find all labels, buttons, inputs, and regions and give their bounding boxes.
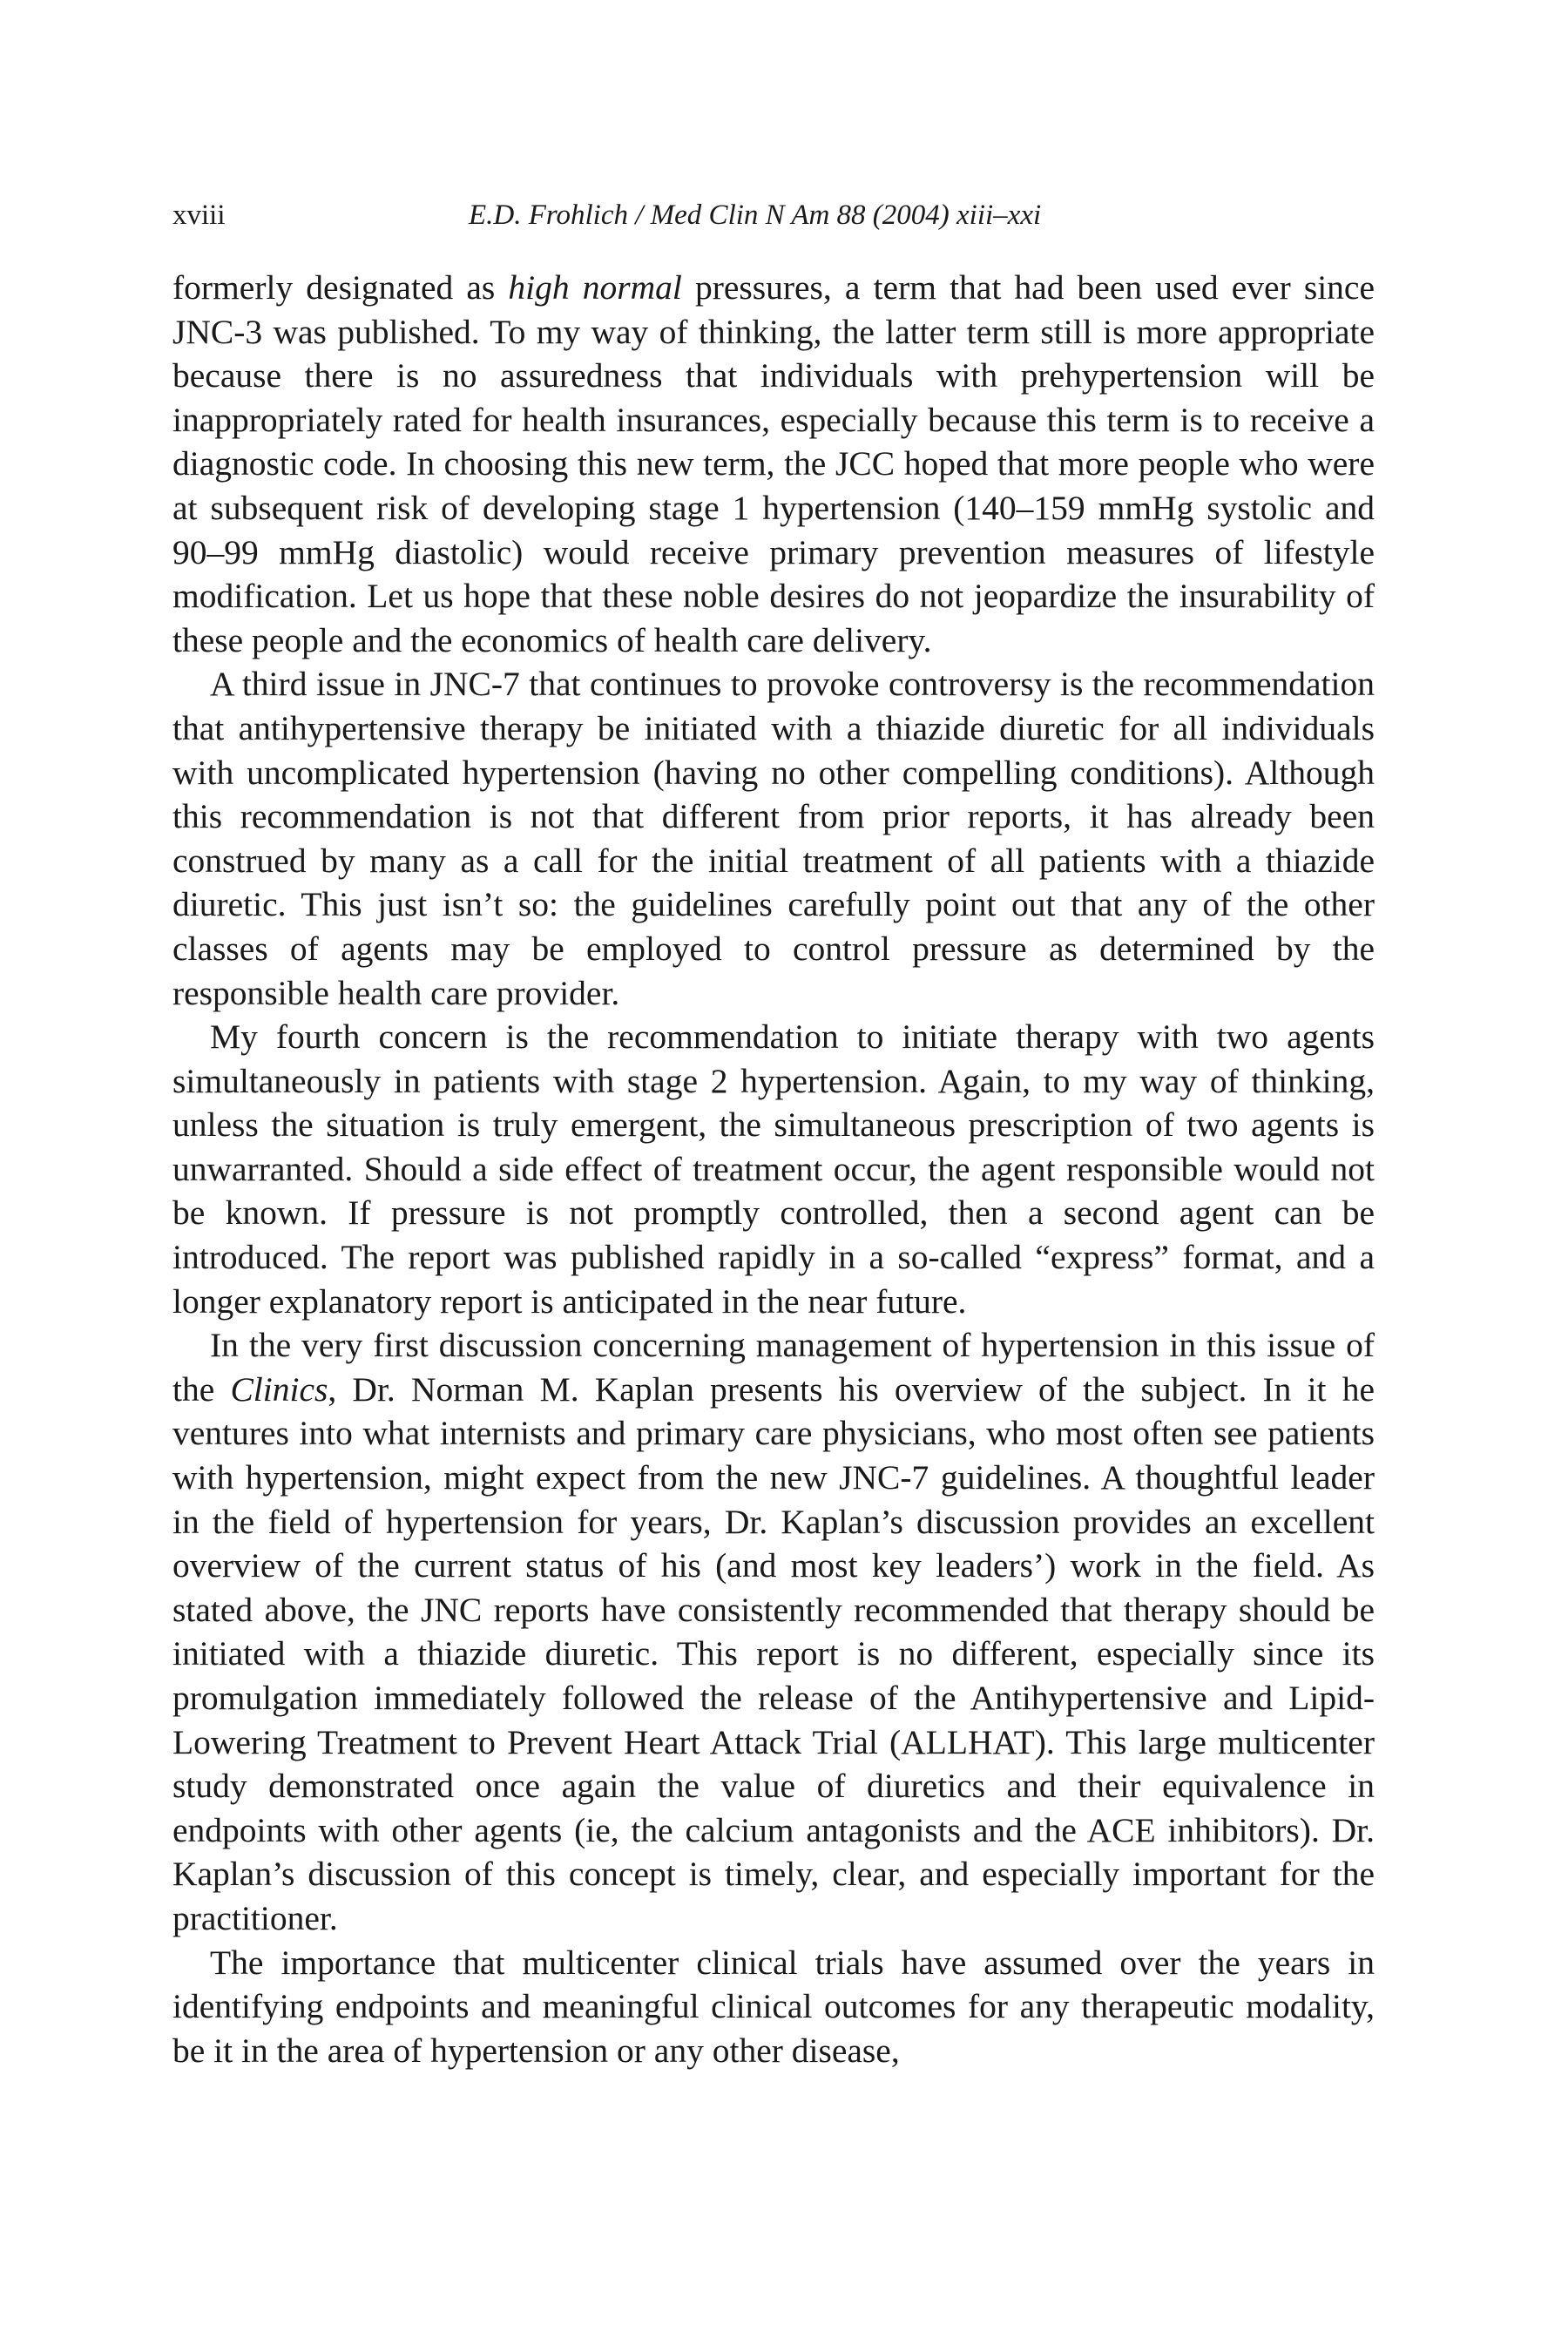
paragraph-1-rest: pressures, a term that had been used ever since JNC-3 was published. To my way of thinking, the latter term still is more appropriate because there is no assuredness that individuals with prehypertension will be inappropriately rated for health insurances, especially because this term is to receive a diagnostic code. In choosing this new term, the JCC hoped that more people who were at subsequent risk of developing stage 1 hypertension (140–159 mmHg systolic and 90–99 mmHg diastolic) would receive primary prevention measures of lifestyle modification. Let us hope that these noble desires do not jeopardize the insurability of these people and the economics of health care delivery. — [172, 268, 1375, 659]
paragraph-1 — [172, 266, 1375, 662]
paragraph-4 — [172, 1323, 1375, 1940]
running-head — [172, 193, 1375, 237]
paragraph-4-emphasis: Clinics — [230, 1369, 328, 1409]
paragraph-4-lead: In the very first discussion concerning management of hypertension in this issue of the — [172, 1326, 1375, 1409]
paragraph-5: The importance that multicenter clinical trials have assumed over the years in identifying endpoints and meaningful clinical outcomes for any therapeutic modality, be it in the area of hypertension or any other disease, — [172, 1943, 1375, 2070]
paragraph-2: A third issue in JNC-7 that continues to provoke controversy is the recommendation that antihypertensive therapy be initiated with a thiazide diuretic for all individuals with uncomplicated hypertension (having no other compelling conditions). Although this recommendation is not that different from prior reports, it has already been construed by many as a call for the initial treatment of all patients with a thiazide diuretic. This just isn’t so: the guidelines carefully point out that any of the other classes of agents may be employed to control pressure as determined by the responsible health care provider. — [172, 665, 1375, 1012]
body-text — [172, 266, 1375, 2072]
journal-reference: E.D. Frohlich / Med Clin N Am 88 (2004) xiii–xxi — [469, 199, 1042, 231]
paragraph-1-lead: formerly designated as — [172, 268, 509, 307]
paragraph-4-rest: , Dr. Norman M. Kaplan presents his overview of the subject. In it he ventures into what internists and primary care physicians, who most often see patients with hypertension, might expect from the new JNC-7 guidelines. A thoughtful leader in the field of hypertension for years, Dr. Kaplan’s discussion provides an excellent overview of the current status of his (and most key leaders’) work in the field. As stated above, the JNC reports have consistently recommended that therapy should be initiated with a thiazide diuretic. This report is no different, especially since its promulgation immediately followed the release of the Antihypertensive and Lipid-Lowering Treatment to Prevent Heart Attack Trial (ALLHAT). This large multicenter study demonstrated once again the value of diuretics and their equivalence in endpoints with other agents (ie, the calcium antagonists and the ACE inhibitors). Dr. Kaplan’s discussion of this concept is timely, clear, and especially important for the practitioner. — [172, 1369, 1375, 1937]
paragraph-1-emphasis: high normal — [508, 268, 682, 307]
paragraph-3: My fourth concern is the recommendation to initiate therapy with two agents simultaneously in patients with stage 2 hypertension. Again, to my way of thinking, unless the situation is truly emergent, the simultaneous prescription of two agents is unwarranted. Should a side effect of treatment occur, the agent responsible would not be known. If pressure is not promptly controlled, then a second agent can be introduced. The report was published rapidly in a so-called “express” format, and a longer explanatory report is anticipated in the near future. — [172, 1017, 1375, 1321]
page-number: xviii — [172, 199, 226, 231]
